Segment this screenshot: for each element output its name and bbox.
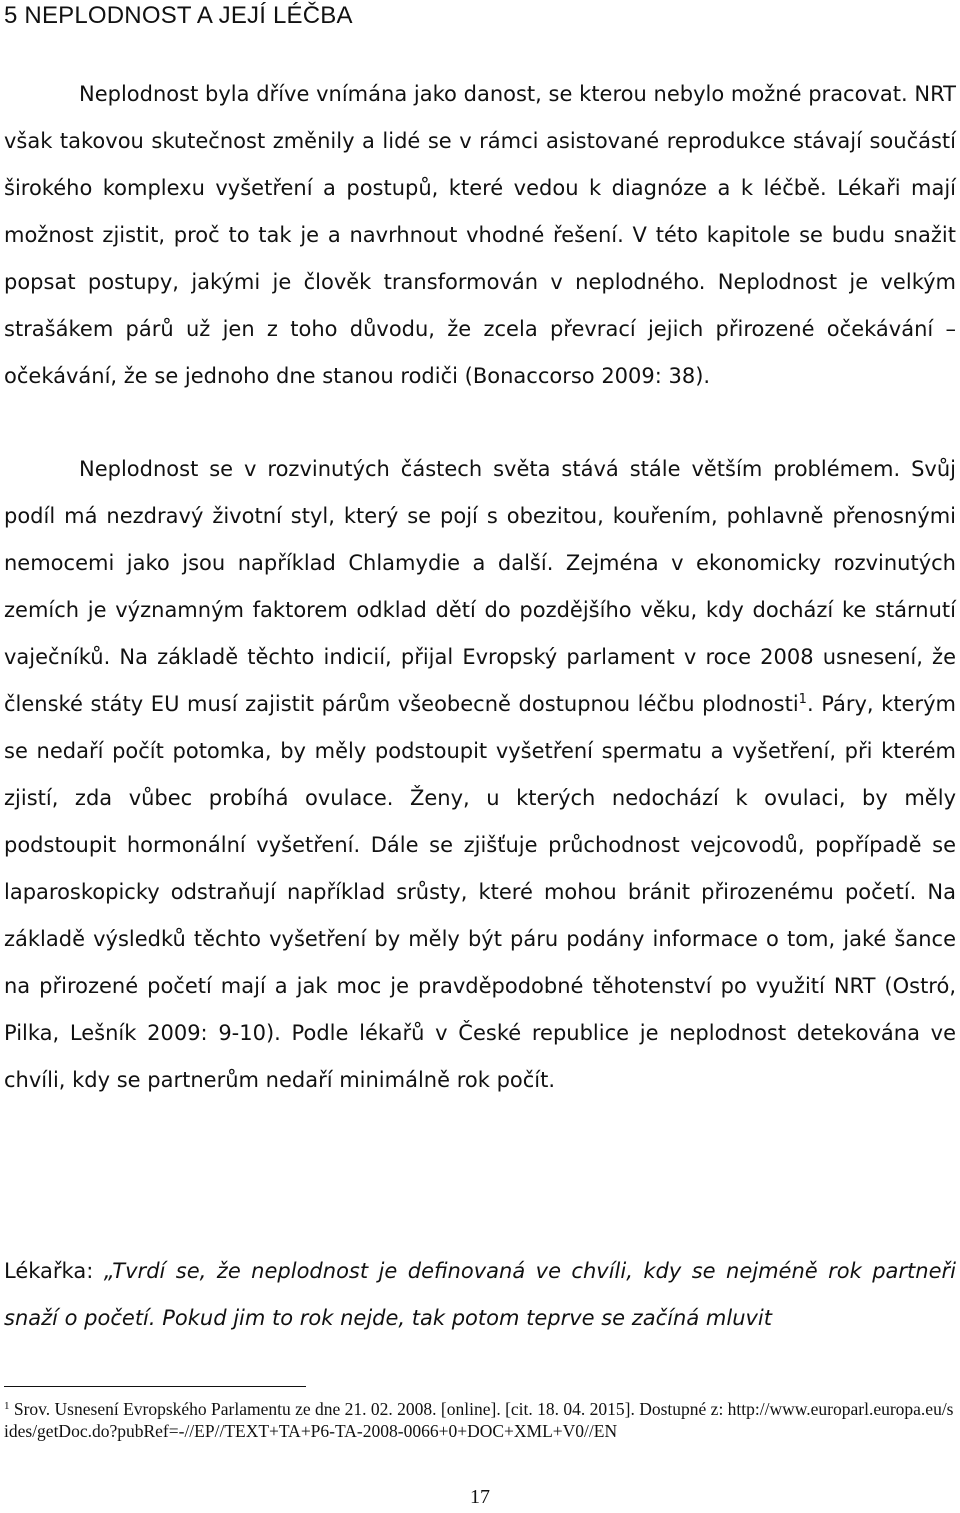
paragraph-text-after-note: . Páry, kterým se nedaří počít potomka, by měly podstoupit vyšetření spermatu a vyšetření, při kterém zjistí, zda vůbec probíhá ovulace. Ženy, u kterých nedochází k ovulaci, by měly podstoupit hormonální vyšetření. Dále se zjišťuje průchodnost vejcovodů, popřípadě se laparoskopicky odstraňují například srůsty, které mohou bránit přirozenému početí. Na základě výsledků těchto vyšetření by měly být páru podány informace o tom, jaké šance na přirozené početí mají a jak moc je pravděpodobné těhotenství po využití NRT (Ostró, Pilka, Lešník 2009: 9-10). Podle lékařů v České republice je neplodnost detekována ve chvíli, kdy se partnerům nedaří minimálně rok počít. xyxy=(4,692,956,1092)
footnote-number: 1 xyxy=(4,1400,10,1412)
paragraph-infertility-causes xyxy=(4,446,956,1104)
quote-speaker: Lékařka: xyxy=(4,1259,104,1283)
page-number: 17 xyxy=(470,1486,490,1508)
paragraph-intro: Neplodnost byla dříve vnímána jako danost, se kterou nebylo možné pracovat. NRT však takovou skutečnost změnily a lidé se v rámci asistované reprodukce stávají součástí širokého komplexu vyšetření a postupů, které vedou k diagnóze a k léčbě. Lékaři mají možnost zjistit, proč to tak je a navrhnout vhodné řešení. V této kapitole se budu snažit popsat postupy, jakými je člověk transformován v neplodného. Neplodnost je velkým strašákem párů už jen z toho důvodu, že zcela převrací jejich přirozené očekávání – očekávání, že se jednoho dne stanou rodiči (Bonaccorso 2009: 38). xyxy=(4,82,956,388)
footnote-separator xyxy=(4,1386,306,1387)
footnote xyxy=(4,1398,956,1442)
footnote-text: Srov. Usnesení Evropského Parlamentu ze dne 21. 02. 2008. [online]. [cit. 18. 04. 2015]. Dostupné z: http://www.europarl.europa.eu/sides/getDoc.do?pubRef=-//EP//TEXT+TA+P6-TA-2008-0066+0+DOC+XML+V0//EN xyxy=(4,1399,954,1441)
paragraph-text-before-note: Neplodnost se v rozvinutých částech světa stává stále větším problémem. Svůj podíl má nezdravý životní styl, který se pojí s obezitou, kouřením, pohlavně přenosnými nemocemi jako jsou například Chlamydie a další. Zejména v ekonomicky rozvinutých zemích je významným faktorem odklad dětí do pozdějšího věku, kdy dochází ke stárnutí vaječníků. Na základě těchto indicií, přijal Evropský parlament v roce 2008 usnesení, že členské státy EU musí zajistit párům všeobecně dostupnou léčbu plodnosti xyxy=(4,457,956,716)
interview-quote xyxy=(4,1248,956,1342)
footnote-reference[interactable]: 1 xyxy=(798,692,807,707)
chapter-heading: 5 NEPLODNOST A JEJÍ LÉČBA xyxy=(4,2,353,29)
quote-text: „Tvrdí se, že neplodnost je definovaná ve chvíli, kdy se nejméně rok partneři snaží o početí. Pokud jim to rok nejde, tak potom teprve se začíná mluvit xyxy=(4,1259,956,1330)
